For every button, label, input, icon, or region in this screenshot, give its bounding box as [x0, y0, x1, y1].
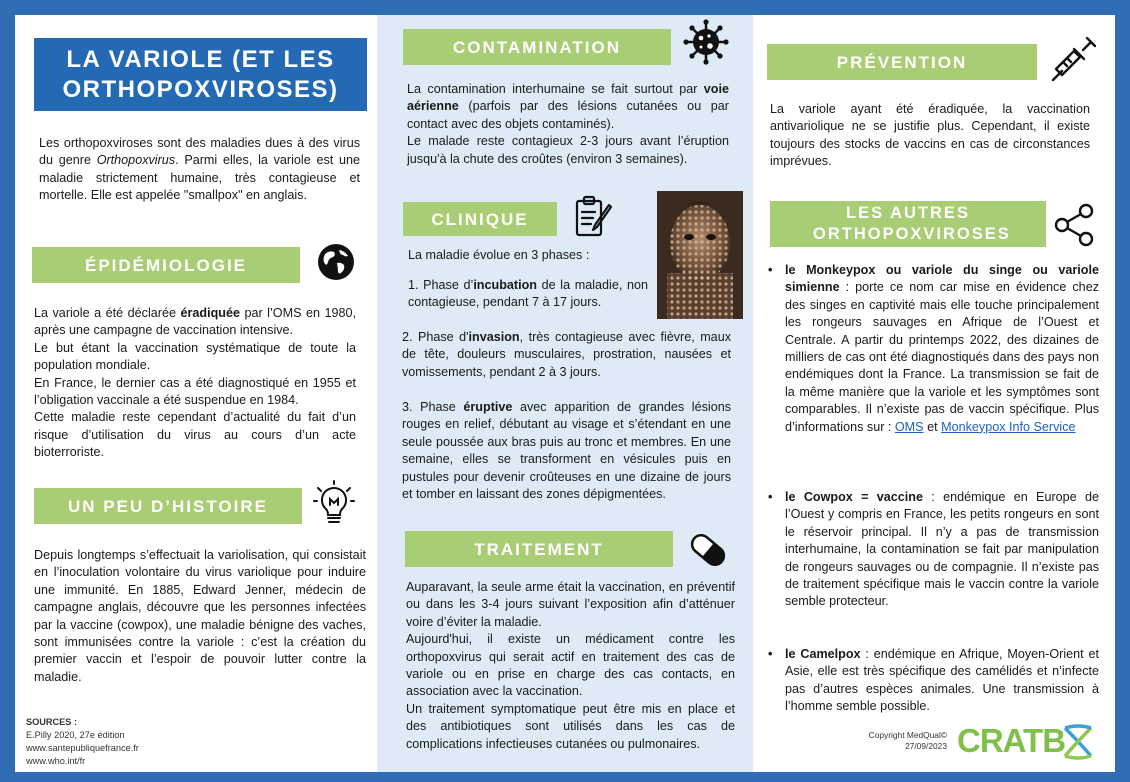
list-item-camelpox: • le Camelpox : endémique en Afrique, Moyen-Orient et Asie, elle est très spécifique des camélidés et n’infecte pas d’autres espèces animales. Une transmission à l’homme semble possible. [768, 646, 1099, 716]
ribbon-logo-icon [1061, 724, 1095, 760]
autres-list [768, 262, 1099, 436]
syringe-icon [1050, 37, 1096, 83]
sources-block [26, 716, 226, 768]
source-item: www.who.int/fr [26, 756, 86, 766]
list-item-cowpox: • le Cowpox = vaccine : endémique en Europe de l’Ouest y compris en France, les petits rongeurs en sont le réservoir principal. Il n’y a pas de transmission interhumaine, la contamination se fait par manipulation de rongeurs sauvages ou de compagnie. Il n’existe pas de traitement spécifique mais le vaccin contre la variole semble protecteur. [768, 489, 1099, 611]
sources-label: SOURCES : [26, 717, 78, 727]
clinique-phase-3: 3. Phase éruptive avec apparition de grandes lésions rouges en relief, débutant au visage et s’étendant en une seule poussée aux bras puis au tronc et membres. En une semaine, elles se transforment en vésicules puis en pustules pour devenir croûteuses en une dizaine de jours et tomber en laissant des zones dépigmentées. [402, 400, 731, 502]
oms-link[interactable]: OMS [894, 419, 924, 434]
epidemiologie-text: La variole a été déclarée éradiquée par l’OMS en 1980, après une campagne de vaccination intensive. Le but étant la vaccination systématique de toute la population mondiale. En France, le dernier cas a été diagnostiqué en 1955 et l’obligation vaccinale a été suspendue en 1984. Cette maladie reste cependant d’actualité du fait d’un risque d’utilisation du virus au cours d’un acte bioterroriste. [34, 306, 356, 460]
histoire-header: UN PEU D’HISTOIRE [34, 488, 302, 524]
copyright-block [845, 730, 947, 752]
left-column [15, 15, 377, 772]
clinique-phase-2: 2. Phase d'invasion, très contagieuse avec fièvre, maux de tête, douleurs musculaires, prostration, nausées et vomissements, pendant 2 à 3 jours. [402, 330, 731, 379]
clinique-header: CLINIQUE [403, 202, 557, 236]
lightbulb-icon [312, 480, 356, 526]
histoire-text: Depuis longtemps s’effectuait la variolisation, qui consistait en l’inoculation volontaire du virus variolique pour induire une immunité. En 1885, Edward Jenner, médecin de campagne anglais, découvre que les personnes infectées par la vaccine (cowpox), une maladie bénigne des vaches, sont immunisées contre la variole : c’est la création du premier vaccin et l’espoir de pouvoir lutter contre la maladie. [34, 548, 366, 684]
smallpox-patient-photo [657, 191, 743, 319]
contamination-text: La contamination interhumaine se fait surtout par voie aérienne (parfois par des lésions cutanées ou par contact avec des objets contaminés). Le malade reste contagieux 2-3 jours avant l’éruption jusqu'à la chute des croûtes (environ 3 semaines). [407, 82, 729, 166]
clipboard-icon [573, 195, 613, 239]
page-title: LA VARIOLE (ET LES ORTHOPOXVIROSES) [34, 38, 367, 111]
clinique-phase-1: 1. Phase d’incubation de la maladie, non contagieuse, pendant 7 à 17 jours. [408, 278, 648, 310]
epidemiologie-header: ÉPIDÉMIOLOGIE [32, 247, 300, 283]
middle-column [377, 15, 753, 772]
intro-paragraph: Les orthopoxviroses sont des maladies dues à des virus du genre Orthopoxvirus. Parmi elles, la variole est une maladie strictement humaine, très contagieuse et mortelle. Elle est appelée "smallpox" en anglais. [39, 136, 360, 203]
prevention-header: PRÉVENTION [767, 44, 1037, 80]
traitement-text: Auparavant, la seule arme était la vaccination, en préventif ou dans les 3-4 jours suivant l’exposition afin d’atténuer voire d’éviter la maladie. Aujourd'hui, il existe un médicament contre les orthopoxvirus qui serait actif en traitement des cas de variole ou en prise en charge des cas contacts, en association avec la vaccination. Un traitement symptomatique peut être mis en place et des antibiotiques sont utilisés dans les cas de complications infectieuses cutanées ou pulmonaires. [406, 580, 735, 751]
copyright-date: 27/09/2023 [905, 741, 947, 751]
list-item-monkeypox: • le Monkeypox ou variole du singe ou variole simienne : porte ce nom car mise en évidence chez des singes en captivité mais elle touche principalement les rongeurs sauvages en Afrique de l’Ouest et Centrale. A partir du printemps 2022, des dizaines de milliers de cas ont été diagnostiqués dans des pays non endémiques dont la France. La transmission se fait de la même manière que la variole et les symptômes sont comparables. Il n’existe pas de vaccin spécifique. Plus d’informations sur : OMS et Monkeypox Info Service [768, 262, 1099, 436]
source-item: www.santepubliquefrance.fr [26, 743, 139, 753]
virus-icon [683, 19, 729, 65]
copyright-text: Copyright MedQual© [868, 730, 947, 740]
share-icon [1053, 203, 1097, 247]
autres-list-cowpox [768, 489, 1099, 611]
globe-icon [315, 241, 357, 283]
cratb-logo: CRATB [957, 720, 1097, 764]
monkeypox-info-service-link[interactable]: Monkeypox Info Service [941, 419, 1076, 434]
autres-list-camelpox [768, 646, 1099, 716]
right-column [753, 15, 1115, 772]
prevention-text: La variole ayant été éradiquée, la vaccination antivariolique ne se justifie plus. Cependant, il existe toujours des stocks de vaccins en cas de circonstances imprévues. [770, 102, 1090, 169]
autres-header: LES AUTRES ORTHOPOXVIROSES [770, 201, 1046, 247]
source-item: E.Pilly 2020, 27e édition [26, 730, 125, 740]
contamination-header: CONTAMINATION [403, 29, 671, 65]
pill-icon [685, 527, 731, 573]
clinique-intro: La maladie évolue en 3 phases : [408, 248, 590, 262]
traitement-header: TRAITEMENT [405, 531, 673, 567]
